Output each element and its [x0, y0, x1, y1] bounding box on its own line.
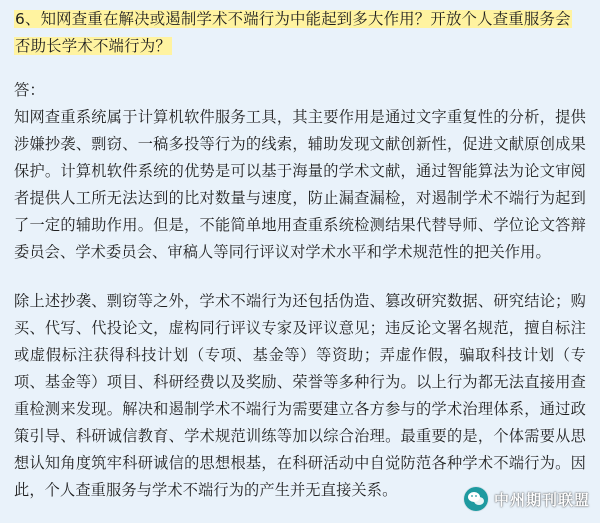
- question-text: [14, 6, 586, 60]
- answer-paragraph-1: 知网查重系统属于计算机软件服务工具，其主要作用是通过文字重复性的分析，提供涉嫌抄袭、剽窃、一稿多投等行为的线索，辅助发现文献创新性，促进文献原创成果保护。计算机软件系统的优势是可以基于海量的学术文献，通过智能算法为论文审阅者提供人工所无法达到的比对数量与速度，防止漏查漏检，对遏制学术不端行为起到了一定的辅助作用。但是，不能简单地用查重系统检测结果代替导师、学位论文答辩委员会、学术委员会、审稿人等同行评议对学术水平和学术规范性的把关作用。: [14, 108, 586, 261]
- watermark: [464, 487, 590, 511]
- answer-label: 答：: [14, 81, 45, 99]
- watermark-text: 中州期刊联盟: [493, 490, 590, 509]
- question-highlight: 6、知网查重在解决或遏制学术不端行为中能起到多大作用？开放个人查重服务会否助长学术不端行为？: [15, 10, 571, 55]
- answer-paragraph-2: 除上述抄袭、剽窃等之外，学术不端行为还包括伪造、篡改研究数据、研究结论；购买、代写、代投论文，虚构同行评议专家及评议意见；违反论文署名规范，擅自标注或虚假标注获得科技计划（专项、基金等）等资助；弄虚作假，骗取科技计划（专项、基金等）项目、科研经费以及奖励、荣誉等多种行为。以上行为都无法直接用查重检测来发现。解决和遏制学术不端行为需要建立各方参与的学术治理体系，通过政策引导、科研诚信教育、学术规范训练等加以综合治理。最重要的是，个体需要从思想认知角度筑牢科研诚信的思想根基，在科研活动中自觉防范各种学术不端行为。因此，个人查重服务与学术不端行为的产生并无直接关系。: [14, 292, 586, 499]
- wechat-icon: [464, 487, 488, 511]
